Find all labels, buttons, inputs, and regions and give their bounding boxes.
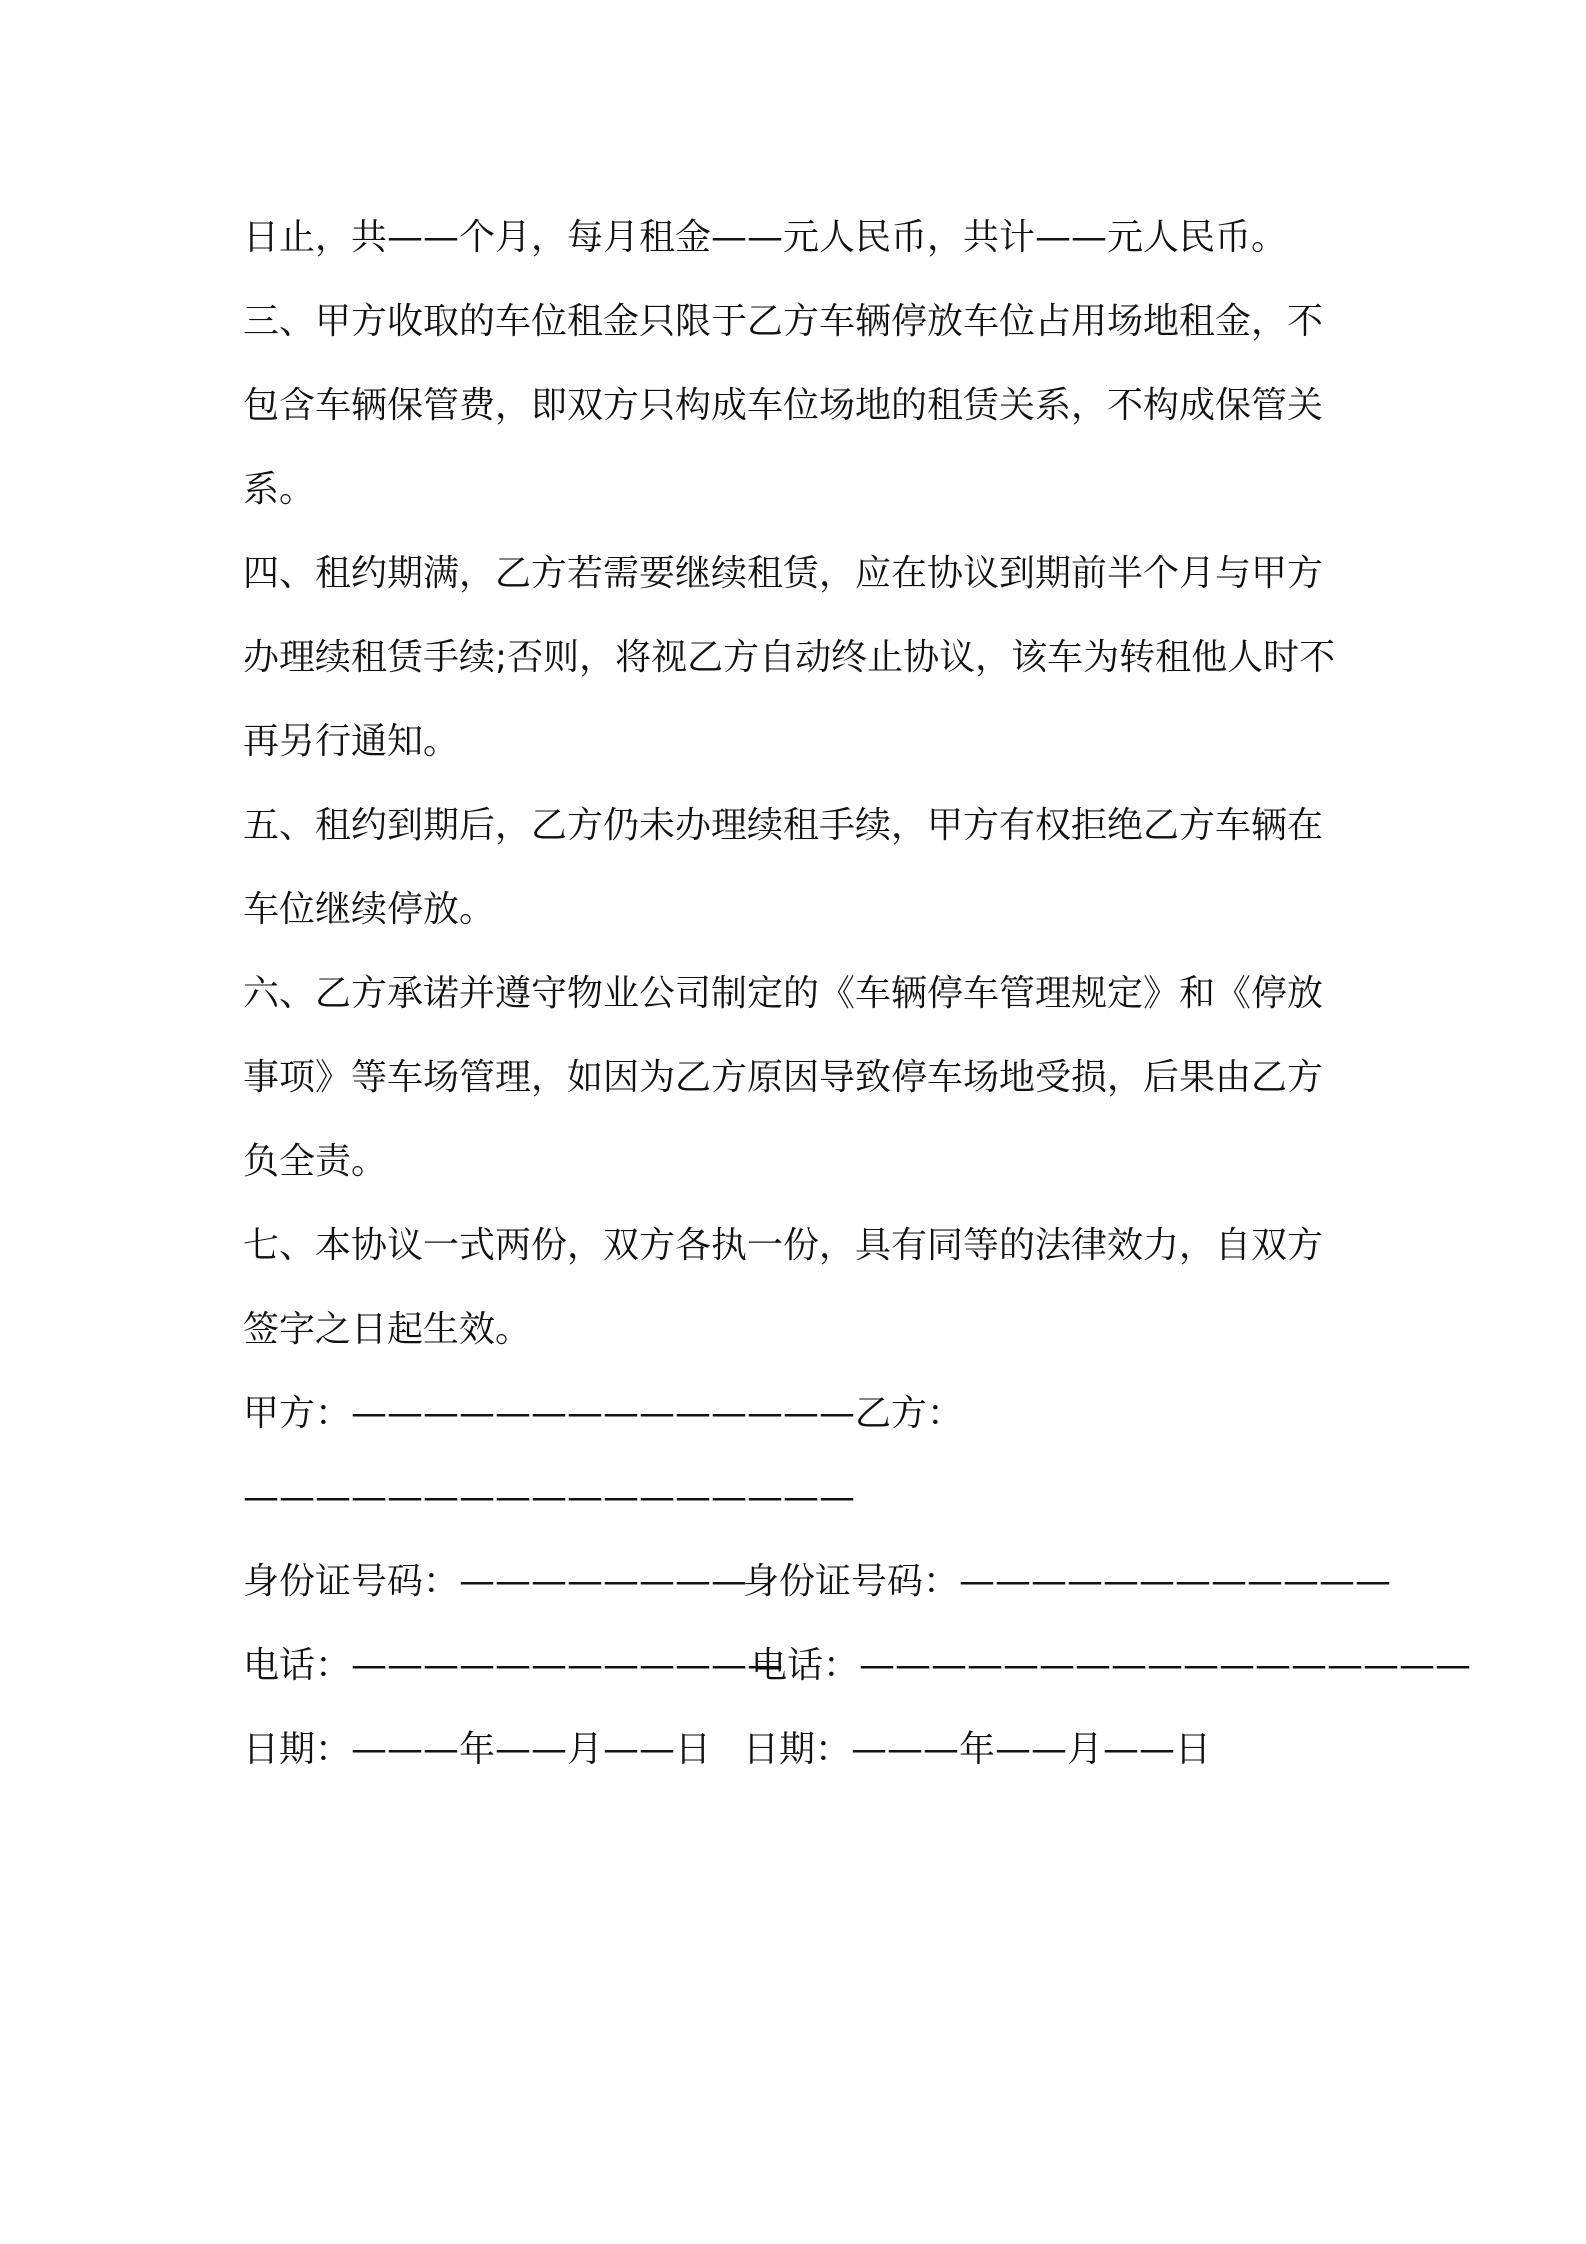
paragraph-clause-5: 五、租约到期后，乙方仍未办理续租手续，甲方有权拒绝乙方车辆在车位继续停放。 <box>243 805 1324 930</box>
party-b-id-field: 身份证号码：———————————— <box>743 1561 1392 1602</box>
paragraph-clause-3: 三、甲方收取的车位租金只限于乙方车辆停放车位占用场地租金，不包含车辆保管费，即双方只构成车位场地的租赁关系，不构成保管关系。 <box>243 301 1324 510</box>
paragraph-clause-4: 四、租约期满，乙方若需要继续租赁，应在协议到期前半个月与甲方办理续租赁手续;否则，将视乙方自动终止协议，该车为转租他人时不再另行通知。 <box>243 553 1336 762</box>
party-a-id-field: 身份证号码：———————— <box>243 1561 748 1602</box>
party-b-date-field: 日期：———年——月——日 <box>743 1729 1212 1770</box>
party-a-date-field: 日期：———年——月——日 <box>243 1729 712 1770</box>
party-b-phone-field: 电话：————————————————— <box>751 1645 1472 1686</box>
paragraph-term-continuation: 日止，共——个月，每月租金——元人民币，共计——元人民币。 <box>243 217 1288 258</box>
party-a-phone-field: 电话：———————————— <box>243 1645 784 1686</box>
document-body <box>243 196 1472 1792</box>
paragraph-clause-7: 七、本协议一式两份，双方各执一份，具有同等的法律效力，自双方签字之日起生效。 <box>243 1225 1324 1350</box>
date-row <box>243 1708 1355 1792</box>
parties-line: 甲方：——————————————乙方：————————————————— <box>243 1393 964 1518</box>
id-number-row <box>243 1540 1392 1624</box>
signature-block <box>243 1372 1472 1792</box>
paragraph-clause-6: 六、乙方承诺并遵守物业公司制定的《车辆停车管理规定》和《停放事项》等车场管理，如因为乙方原因导致停车场地受损，后果由乙方负全责。 <box>243 973 1324 1182</box>
phone-row <box>243 1624 1472 1708</box>
